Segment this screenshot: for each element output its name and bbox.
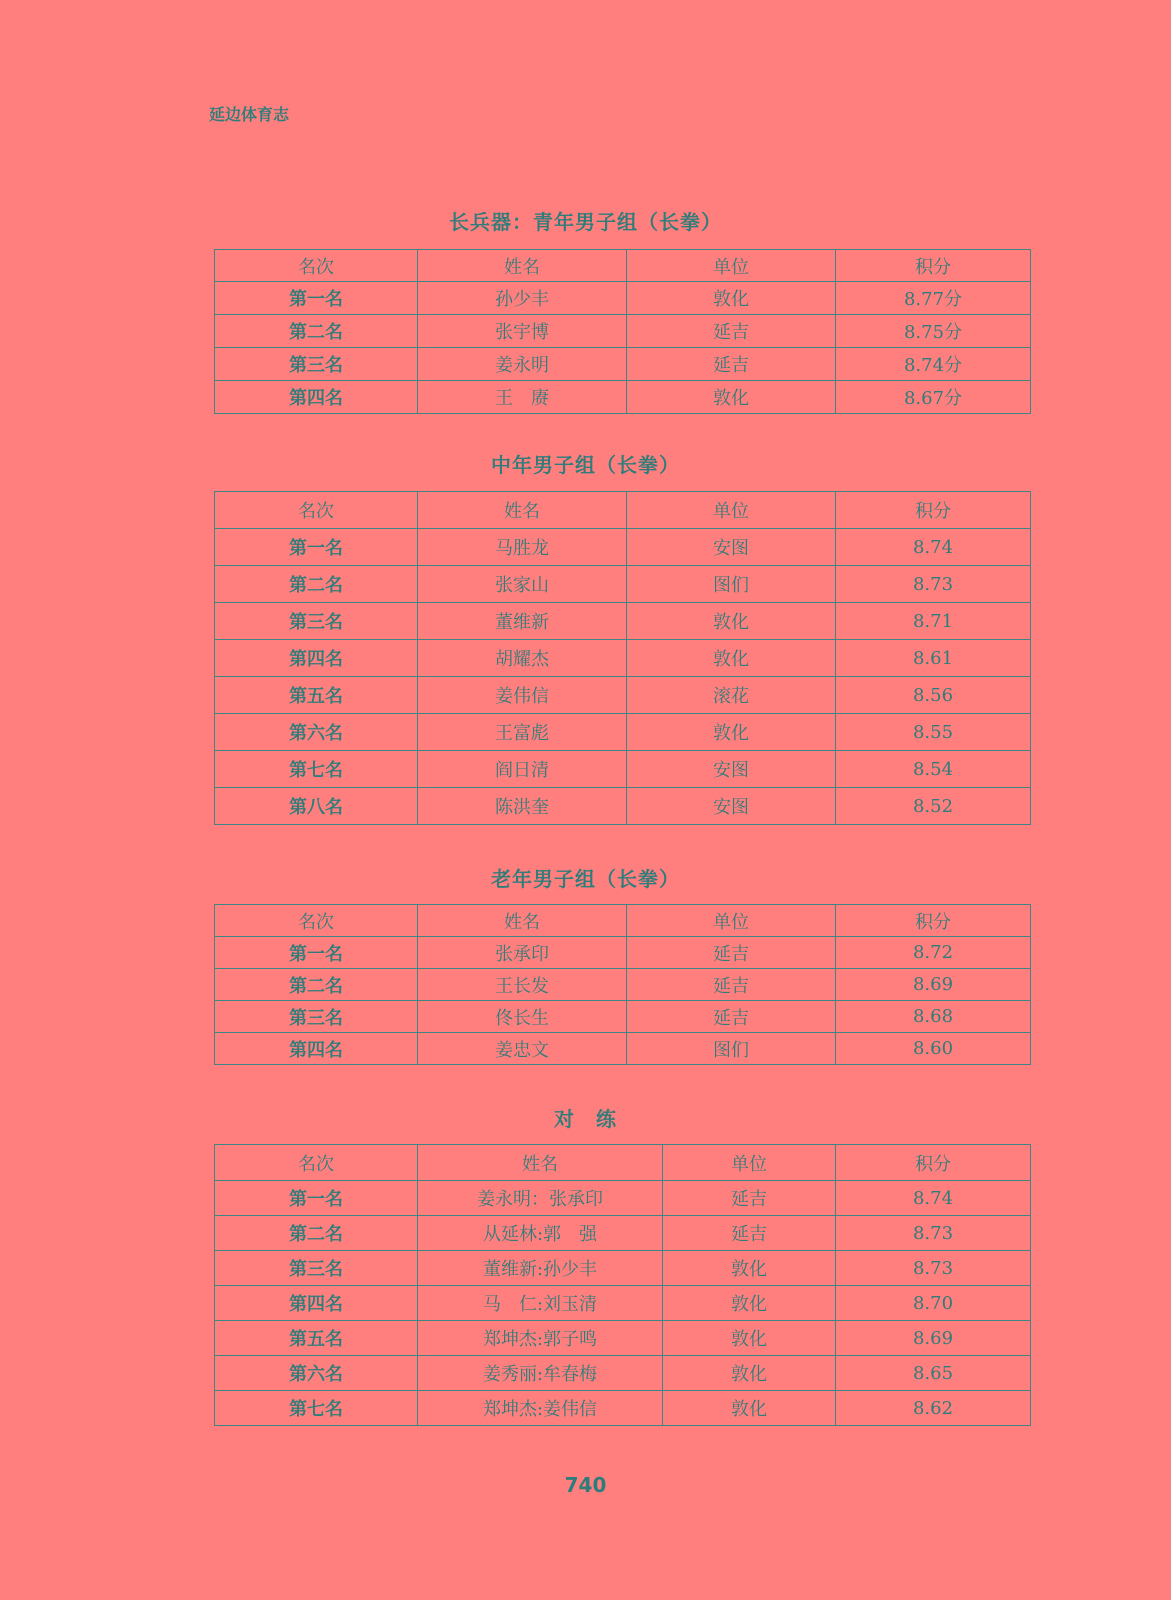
header-score: 积分: [836, 905, 1031, 937]
rank-cell: 第二名: [215, 566, 418, 603]
name-cell: 郑坤杰:姜伟信: [418, 1391, 663, 1426]
name-cell: 张宇博: [418, 315, 627, 348]
rank-cell: 第五名: [215, 1321, 418, 1356]
header-rank: 名次: [215, 1145, 418, 1181]
name-cell: 胡耀杰: [418, 640, 627, 677]
name-cell: 姜永明: [418, 348, 627, 381]
header-rank: 名次: [215, 250, 418, 282]
score-cell: 8.69: [836, 969, 1031, 1001]
header-name: 姓名: [418, 1145, 663, 1181]
section-title-senior: 老年男子组（长拳）: [491, 867, 680, 891]
table-row: [215, 937, 1031, 969]
name-cell: 张家山: [418, 566, 627, 603]
header-unit: 单位: [627, 905, 836, 937]
table-senior: [214, 904, 1031, 1065]
score-cell: 8.74: [836, 529, 1031, 566]
rank-cell: 第三名: [215, 1251, 418, 1286]
score-cell: 8.61: [836, 640, 1031, 677]
header-unit: 单位: [627, 250, 836, 282]
score-cell: 8.54: [836, 751, 1031, 788]
name-cell: 从延林:郭 强: [418, 1216, 663, 1251]
table-row: [215, 714, 1031, 751]
name-cell: 孙少丰: [418, 282, 627, 315]
table-header-row: [215, 905, 1031, 937]
name-cell: 郑坤杰:郭子鸣: [418, 1321, 663, 1356]
header-score: 积分: [836, 1145, 1031, 1181]
page-number: 740: [564, 1473, 607, 1497]
score-cell: 8.77分: [836, 282, 1031, 315]
rank-cell: 第四名: [215, 1286, 418, 1321]
table-header-row: [215, 250, 1031, 282]
name-cell: 陈洪奎: [418, 788, 627, 825]
score-cell: 8.65: [836, 1356, 1031, 1391]
name-cell: 姜伟信: [418, 677, 627, 714]
score-cell: 8.73: [836, 1251, 1031, 1286]
score-cell: 8.67分: [836, 381, 1031, 414]
rank-cell: 第七名: [215, 751, 418, 788]
rank-cell: 第四名: [215, 381, 418, 414]
header-unit: 单位: [627, 492, 836, 529]
table-row: [215, 1033, 1031, 1065]
unit-cell: 延吉: [663, 1216, 836, 1251]
table-row: [215, 1181, 1031, 1216]
rank-cell: 第八名: [215, 788, 418, 825]
header-name: 姓名: [418, 492, 627, 529]
table-row: [215, 282, 1031, 315]
score-cell: 8.68: [836, 1001, 1031, 1033]
unit-cell: 敦化: [663, 1391, 836, 1426]
rank-cell: 第五名: [215, 677, 418, 714]
header-unit: 单位: [663, 1145, 836, 1181]
table-header-row: [215, 1145, 1031, 1181]
score-cell: 8.60: [836, 1033, 1031, 1065]
rank-cell: 第六名: [215, 714, 418, 751]
unit-cell: 敦化: [627, 381, 836, 414]
name-cell: 王长发: [418, 969, 627, 1001]
table-row: [215, 640, 1031, 677]
section-title-sparring: 对 练: [554, 1107, 617, 1131]
header-name: 姓名: [418, 905, 627, 937]
table-sparring: [214, 1144, 1031, 1426]
header-rank: 名次: [215, 492, 418, 529]
rank-cell: 第三名: [215, 1001, 418, 1033]
unit-cell: 延吉: [627, 1001, 836, 1033]
table-row: [215, 1216, 1031, 1251]
unit-cell: 延吉: [627, 315, 836, 348]
rank-cell: 第四名: [215, 640, 418, 677]
score-cell: 8.69: [836, 1321, 1031, 1356]
table-row: [215, 603, 1031, 640]
unit-cell: 敦化: [627, 603, 836, 640]
score-cell: 8.71: [836, 603, 1031, 640]
table-row: [215, 788, 1031, 825]
score-cell: 8.56: [836, 677, 1031, 714]
unit-cell: 滚花: [627, 677, 836, 714]
rank-cell: 第四名: [215, 1033, 418, 1065]
rank-cell: 第六名: [215, 1356, 418, 1391]
unit-cell: 敦化: [627, 714, 836, 751]
score-cell: 8.73: [836, 1216, 1031, 1251]
rank-cell: 第一名: [215, 1181, 418, 1216]
table-header-row: [215, 492, 1031, 529]
rank-cell: 第一名: [215, 529, 418, 566]
score-cell: 8.70: [836, 1286, 1031, 1321]
rank-cell: 第二名: [215, 315, 418, 348]
name-cell: 王 赓: [418, 381, 627, 414]
rank-cell: 第三名: [215, 348, 418, 381]
name-cell: 阎日清: [418, 751, 627, 788]
name-cell: 姜永明：张承印: [418, 1181, 663, 1216]
header-rank: 名次: [215, 905, 418, 937]
table-row: [215, 1251, 1031, 1286]
unit-cell: 延吉: [627, 969, 836, 1001]
rank-cell: 第二名: [215, 1216, 418, 1251]
score-cell: 8.74分: [836, 348, 1031, 381]
name-cell: 马 仁:刘玉清: [418, 1286, 663, 1321]
unit-cell: 延吉: [627, 937, 836, 969]
unit-cell: 安图: [627, 788, 836, 825]
name-cell: 姜忠文: [418, 1033, 627, 1065]
unit-cell: 图们: [627, 1033, 836, 1065]
name-cell: 董维新: [418, 603, 627, 640]
table-youth-long-weapon: [214, 249, 1031, 414]
unit-cell: 延吉: [663, 1181, 836, 1216]
score-cell: 8.75分: [836, 315, 1031, 348]
table-row: [215, 1286, 1031, 1321]
score-cell: 8.52: [836, 788, 1031, 825]
table-row: [215, 751, 1031, 788]
section-title-middle-aged: 中年男子组（长拳）: [491, 453, 680, 477]
rank-cell: 第七名: [215, 1391, 418, 1426]
table-row: [215, 315, 1031, 348]
table-row: [215, 677, 1031, 714]
table-row: [215, 381, 1031, 414]
unit-cell: 敦化: [627, 282, 836, 315]
header-name: 姓名: [418, 250, 627, 282]
table-row: [215, 1391, 1031, 1426]
table-row: [215, 529, 1031, 566]
name-cell: 王富彪: [418, 714, 627, 751]
table-row: [215, 1001, 1031, 1033]
table-row: [215, 1356, 1031, 1391]
table-row: [215, 1321, 1031, 1356]
unit-cell: 敦化: [663, 1321, 836, 1356]
table-row: [215, 969, 1031, 1001]
table-row: [215, 566, 1031, 603]
rank-cell: 第一名: [215, 282, 418, 315]
unit-cell: 敦化: [627, 640, 836, 677]
rank-cell: 第三名: [215, 603, 418, 640]
table-row: [215, 348, 1031, 381]
unit-cell: 图们: [627, 566, 836, 603]
name-cell: 张承印: [418, 937, 627, 969]
header-score: 积分: [836, 250, 1031, 282]
rank-cell: 第二名: [215, 969, 418, 1001]
name-cell: 马胜龙: [418, 529, 627, 566]
score-cell: 8.55: [836, 714, 1031, 751]
unit-cell: 敦化: [663, 1251, 836, 1286]
section-title-youth-long-weapon: 长兵器：青年男子组（长拳）: [449, 210, 722, 234]
unit-cell: 敦化: [663, 1356, 836, 1391]
name-cell: 姜秀丽:牟春梅: [418, 1356, 663, 1391]
name-cell: 佟长生: [418, 1001, 627, 1033]
score-cell: 8.62: [836, 1391, 1031, 1426]
name-cell: 董维新:孙少丰: [418, 1251, 663, 1286]
table-middle-aged: [214, 491, 1031, 825]
running-head: 延边体育志: [209, 105, 290, 124]
score-cell: 8.74: [836, 1181, 1031, 1216]
unit-cell: 安图: [627, 751, 836, 788]
header-score: 积分: [836, 492, 1031, 529]
unit-cell: 安图: [627, 529, 836, 566]
score-cell: 8.72: [836, 937, 1031, 969]
rank-cell: 第一名: [215, 937, 418, 969]
score-cell: 8.73: [836, 566, 1031, 603]
unit-cell: 敦化: [663, 1286, 836, 1321]
unit-cell: 延吉: [627, 348, 836, 381]
